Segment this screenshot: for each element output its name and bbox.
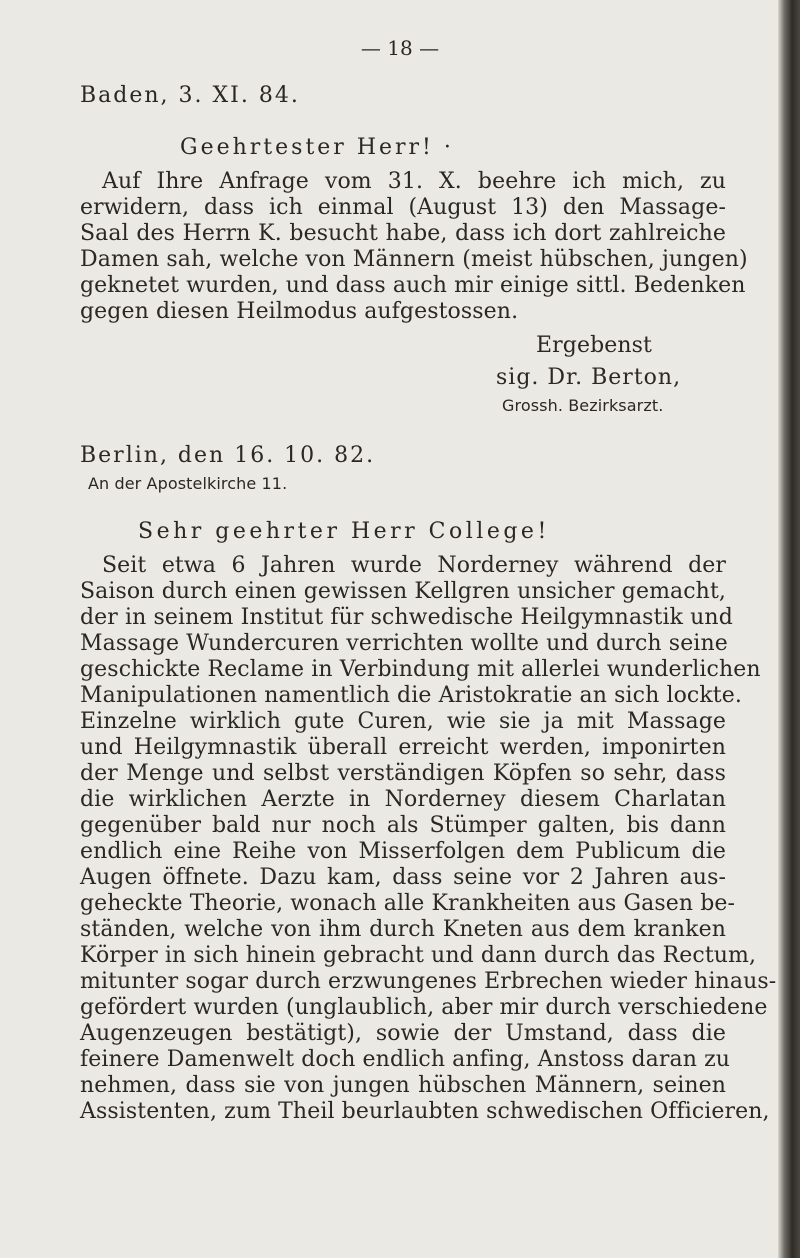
letter2-body-line: Einzelne wirklich gute Curen, wie sie ja mit Massage: [80, 709, 726, 734]
letter1-body-line: geknetet wurden, und dass auch mir einige sittl. Bedenken: [80, 273, 746, 298]
letter2-body-line: Augenzeugen bestätigt), sowie der Umstand, dass die: [80, 1021, 726, 1046]
letter2-body-line: endlich eine Reihe von Misserfolgen dem Publicum die: [80, 839, 726, 864]
letter2-address: An der Apostelkirche 11.: [88, 474, 288, 493]
book-binding-edge: [778, 0, 800, 1258]
letter2-body-line: ständen, welche von ihm durch Kneten aus dem kranken: [80, 917, 726, 942]
letter2-body-line: Massage Wundercuren verrichten wollte und durch seine: [80, 631, 728, 656]
letter1-body-line: erwidern, dass ich einmal (August 13) den Massage-: [80, 195, 726, 220]
letter2-body-line: nehmen, dass sie von jungen hübschen Männern, seinen: [80, 1073, 726, 1098]
letter2-salutation: Sehr geehrter Herr College!: [138, 519, 550, 544]
letter2-body-line: Augen öffnete. Dazu kam, dass seine vor 2 Jahren aus-: [80, 865, 726, 890]
letter2-body-line: Manipulationen namentlich die Aristokratie an sich lockte.: [80, 683, 742, 708]
letter2-body-line: Körper in sich hinein gebracht und dann durch das Rectum,: [80, 943, 757, 968]
letter2-body-line: Seit etwa 6 Jahren wurde Norderney während der: [102, 553, 726, 578]
letter2-place-date: Berlin, den 16. 10. 82.: [80, 443, 376, 468]
letter1-body-line: Damen sah, welche von Männern (meist hübschen, jungen): [80, 247, 748, 272]
letter2-body-line: gefördert wurden (unglaublich, aber mir durch verschiedene: [80, 995, 768, 1020]
letter1-body-line: Saal des Herrn K. besucht habe, dass ich dort zahlreiche: [80, 221, 726, 246]
letter1-salutation: Geehrtester Herr! ·: [180, 135, 454, 160]
letter1-closing: Ergebenst: [536, 333, 652, 358]
letter1-signature: sig. Dr. Berton,: [496, 365, 682, 390]
letter2-body-line: und Heilgymnastik überall erreicht werden, imponirten: [80, 735, 726, 760]
letter2-body-line: die wirklichen Aerzte in Norderney diesem Charlatan: [80, 787, 726, 812]
letter1-place-date: Baden, 3. XI. 84.: [80, 83, 300, 108]
letter2-body-line: der in seinem Institut für schwedische Heilgymnastik und: [80, 605, 733, 630]
letter1-body-line: Auf Ihre Anfrage vom 31. X. beehre ich mich, zu: [102, 169, 726, 194]
letter2-body-line: feinere Damenwelt doch endlich anfing, Anstoss daran zu: [80, 1047, 731, 1072]
letter2-body-line: der Menge und selbst verständigen Köpfen so sehr, dass: [80, 761, 726, 786]
letter1-signature-title: Grossh. Bezirksarzt.: [502, 396, 664, 415]
letter2-body-line: gegenüber bald nur noch als Stümper galten, bis dann: [80, 813, 726, 838]
letter1-body-line: gegen diesen Heilmodus aufgestossen.: [80, 299, 519, 324]
letter2-body-line: Saison durch einen gewissen Kellgren unsicher gemacht,: [80, 579, 726, 604]
letter2-body-line: mitunter sogar durch erzwungenes Erbrechen wieder hinaus-: [80, 969, 777, 994]
letter2-body-line: geheckte Theorie, wonach alle Krankheiten aus Gasen be-: [80, 891, 736, 916]
letter2-body-line: geschickte Reclame in Verbindung mit allerlei wunderlichen: [80, 657, 761, 682]
page-number: — 18 —: [360, 36, 440, 60]
letter2-body-line: Assistenten, zum Theil beurlaubten schwedischen Officieren,: [80, 1099, 770, 1124]
